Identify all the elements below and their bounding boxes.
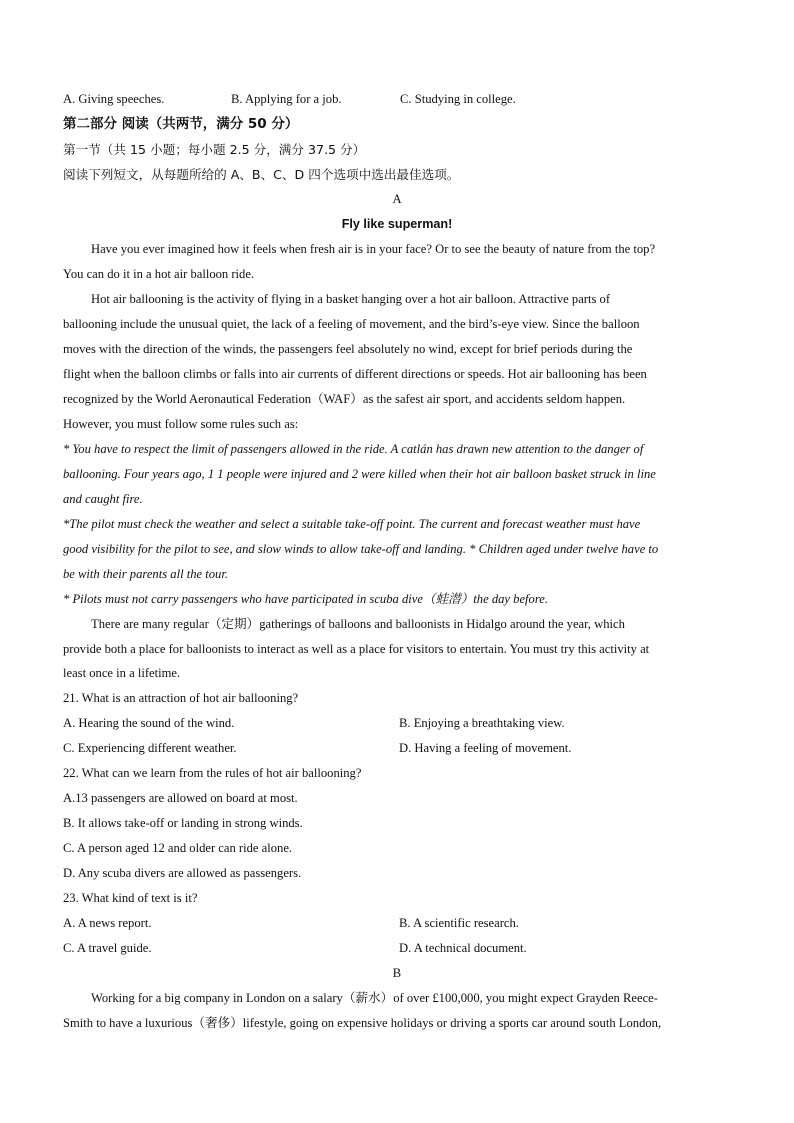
q22-option-d[interactable]: D. Any scuba divers are allowed as passengers. xyxy=(63,866,302,880)
passage-line: provide both a place for balloonists to interact as well as a place for visitors to entertain. You must try this activity at xyxy=(63,642,650,656)
question-21-stem: 21. What is an attraction of hot air ballooning? xyxy=(63,691,299,705)
section1-heading: 第一节（共 15 小题；每小题 2.5 分，满分 37.5 分） xyxy=(63,142,366,157)
q23-option-b[interactable]: B. A scientific research. xyxy=(399,916,519,930)
q23-option-a[interactable]: A. A news report. xyxy=(63,916,152,930)
q23-option-d[interactable]: D. A technical document. xyxy=(399,941,527,955)
q22-option-b[interactable]: B. It allows take-off or landing in strong winds. xyxy=(63,816,303,830)
rule-line: good visibility for the pilot to see, and slow winds to allow take-off and landing. * Children aged under twelve have to xyxy=(63,542,659,556)
rule-line: * You have to respect the limit of passengers allowed in the ride. A catlán has drawn new attention to the danger of xyxy=(63,442,644,456)
passage-a-letter: A xyxy=(392,192,402,206)
rule-line: * Pilots must not carry passengers who have participated in scuba dive（蛙潜）the day before. xyxy=(63,592,549,606)
q21-option-c[interactable]: C. Experiencing different weather. xyxy=(63,741,237,755)
q21-option-d[interactable]: D. Having a feeling of movement. xyxy=(399,741,572,755)
passage-line: There are many regular（定期）gatherings of balloons and balloonists in Hidalgo around the year, which xyxy=(91,617,625,631)
prev-option-a: A. Giving speeches. xyxy=(63,92,165,106)
rule-line: be with their parents all the tour. xyxy=(63,567,228,581)
rule-line: ballooning. Four years ago, 1 1 people were injured and 2 were killed when their hot air balloon basket struck in line xyxy=(63,467,656,481)
question-22-stem: 22. What can we learn from the rules of hot air ballooning? xyxy=(63,766,362,780)
passage-line: Have you ever imagined how it feels when fresh air is in your face? Or to see the beauty of nature from the top? xyxy=(91,242,656,256)
q21-option-a[interactable]: A. Hearing the sound of the wind. xyxy=(63,716,235,730)
passage-line: Smith to have a luxurious（奢侈）lifestyle, going on expensive holidays or driving a sports car around south London, xyxy=(63,1016,662,1030)
passage-b-letter: B xyxy=(392,966,402,980)
passage-line: moves with the direction of the winds, the passengers feel absolutely no wind, except for brief periods during the xyxy=(63,342,633,356)
passage-line: Working for a big company in London on a salary（薪水）of over £100,000, you might expect Grayden Reece- xyxy=(91,991,658,1005)
passage-line: However, you must follow some rules such as: xyxy=(63,417,299,431)
passage-a-title: Fly like superman! xyxy=(341,217,453,231)
passage-line: ballooning include the unusual quiet, the lack of a feeling of movement, and the bird’s-eye view. Since the balloon xyxy=(63,317,640,331)
passage-line: You can do it in a hot air balloon ride. xyxy=(63,267,255,281)
part2-heading: 第二部分 阅读（共两节，满分 50 分） xyxy=(63,116,299,132)
rule-line: and caught fire. xyxy=(63,492,143,506)
passage-line: Hot air ballooning is the activity of flying in a basket hanging over a hot air balloon. Attractive parts of xyxy=(91,292,611,306)
q21-option-b[interactable]: B. Enjoying a breathtaking view. xyxy=(399,716,565,730)
q22-option-c[interactable]: C. A person aged 12 and older can ride alone. xyxy=(63,841,293,855)
prev-option-b: B. Applying for a job. xyxy=(231,92,342,106)
instruction: 阅读下列短文，从每题所给的 A、B、C、D 四个选项中选出最佳选项。 xyxy=(63,167,460,182)
passage-line: recognized by the World Aeronautical Federation（WAF）as the safest air sport, and accidents seldom happen. xyxy=(63,392,626,406)
prev-option-c: C. Studying in college. xyxy=(400,92,516,106)
q23-option-c[interactable]: C. A travel guide. xyxy=(63,941,152,955)
passage-line: least once in a lifetime. xyxy=(63,666,181,680)
q22-option-a[interactable]: A.13 passengers are allowed on board at most. xyxy=(63,791,298,805)
rule-line: *The pilot must check the weather and select a suitable take-off point. The current and forecast weather must have xyxy=(63,517,641,531)
question-23-stem: 23. What kind of text is it? xyxy=(63,891,198,905)
passage-line: flight when the balloon climbs or falls into air currents of different directions or speeds. Hot air ballooning has been xyxy=(63,367,647,381)
